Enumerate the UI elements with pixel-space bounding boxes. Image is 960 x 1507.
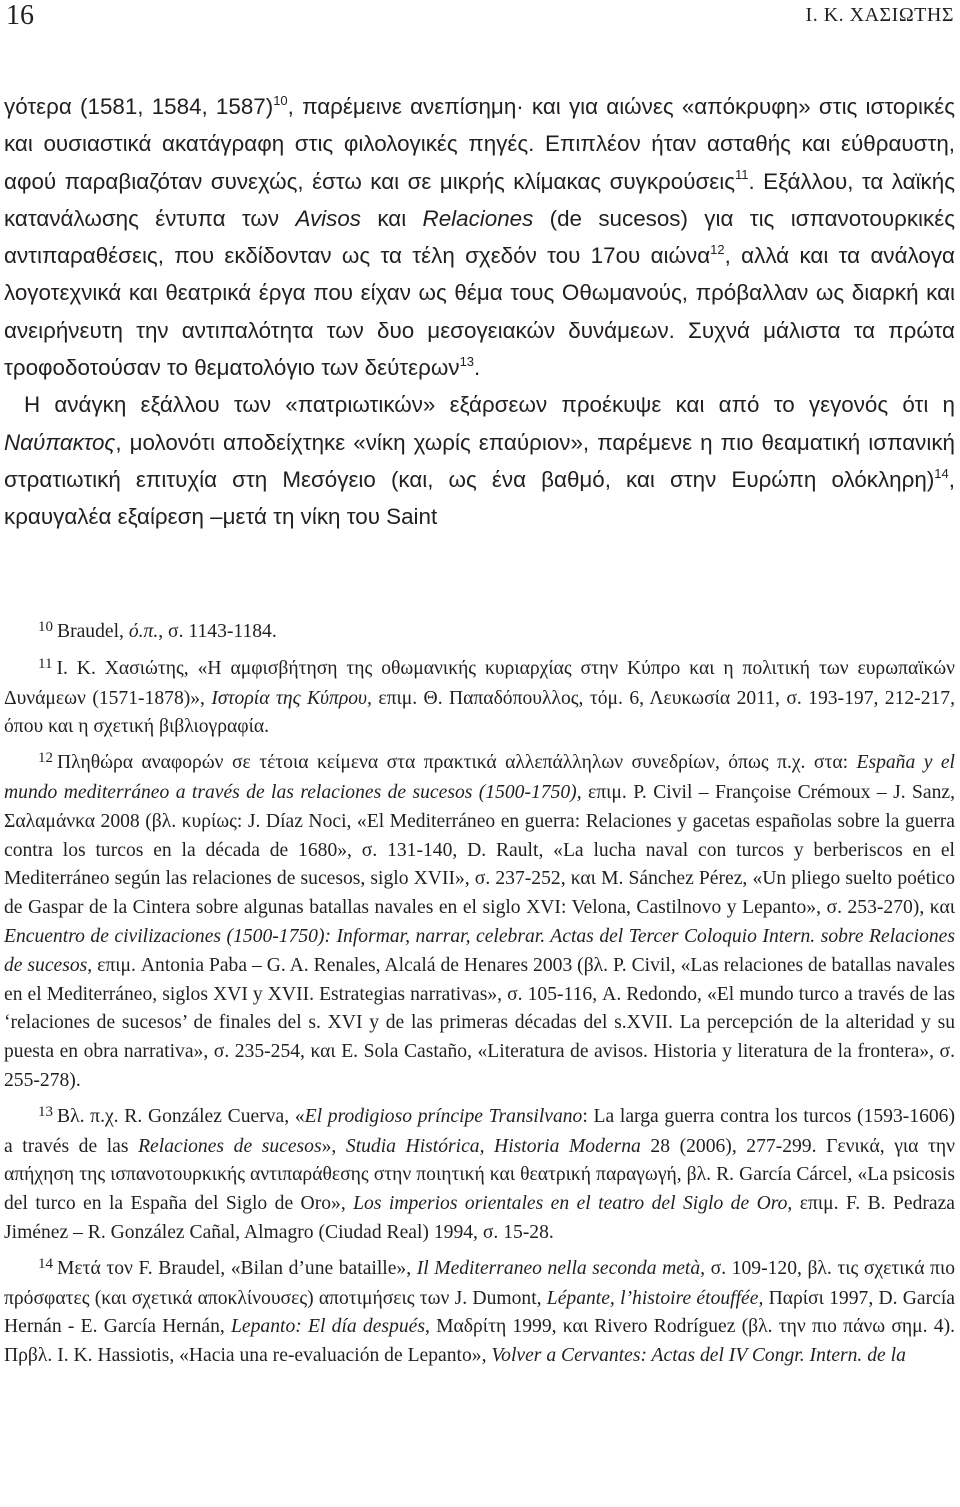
italic-term: Ναύπακτος	[4, 429, 116, 455]
text-run: .	[474, 355, 481, 381]
footnote-number: 12	[38, 750, 53, 767]
italic-term: Encuentro de civilizaciones (1500-1750): Informar, narrar, celebrar. Actas del Tercer Coloquio Intern. sobre Relaciones de sucesos,	[4, 925, 955, 976]
italic-term: Il Mediterraneo nella seconda metà,	[416, 1257, 706, 1279]
footnote-ref-14: 14	[934, 465, 949, 481]
text-run: , παρέμεινε ανεπίσημη· και για αιώνες «απόκρυφη» στις ιστορικές και ουσιαστικά ακατάγραφη στις φιλολογικές πηγές. Επιπλέον ήταν ασταθής και εύθραυστη, αφού παραβιαζόταν συνεχώς, έστω και σε μικρής κλίμακας συγκρούσεις	[4, 94, 955, 194]
text-run: 28 (2006), 277-299. Γενικά, για την απήχηση της ισπανοτουρκικής αντιπαράθεσης στην ποιητική και θεατρική παραγωγή, βλ. R. García Cárcel, «La psicosis del turco en la España del Siglo de Oro»,	[4, 1135, 955, 1215]
text-run: σ. 109-120, βλ. τις σχετικά πιο πρόσφατες (και σχετικά αποκλίνουσες) αποτιμήσεις των J. Dumont,	[4, 1257, 956, 1309]
text-run: : La larga guerra contra los turcos (1593-1606) a través de las	[4, 1105, 955, 1157]
text-run: Braudel,	[57, 621, 129, 642]
footnote-number: 14	[38, 1255, 53, 1272]
text-run: Ι. Κ. Χασιώτης, «Η αμφισβήτηση της οθωμανικής κυριαρχίας στην Κύπρο και η πολιτική των ευρωπαϊκών Δυνάμεων (1571-1878)»,	[4, 657, 955, 709]
footnote-14	[4, 1255, 955, 1371]
italic-term: Studia Histórica, Historia Moderna	[345, 1135, 641, 1157]
italic-term: Avisos	[295, 205, 361, 231]
footnote-ref-13: 13	[459, 353, 475, 369]
text-run: . Εξάλλου, τα λαϊκής κατανάλωσης έντυπα των	[4, 168, 955, 231]
text-run: Πληθώρα αναφορών σε τέτοια κείμενα στα πρακτικά αλλεπάλληλων συνεδρίων, όπως π.χ. στα:	[57, 752, 857, 774]
running-header-author: Ι. Κ. ΧΑΣΙΩΤΗΣ	[805, 4, 954, 26]
footnote-10	[4, 618, 955, 648]
footnote-number: 13	[38, 1103, 53, 1120]
page-number: 16	[6, 0, 34, 31]
footnote-ref-12: 12	[710, 241, 725, 257]
text-run: επιμ. F. B. Pedraza Jiménez – R. González Cañal, Almagro (Ciudad Real) 1994, σ. 15-28.	[4, 1193, 955, 1243]
main-text	[4, 88, 955, 536]
footnotes	[4, 618, 955, 1378]
text-run: γότερα (1581, 1584, 1587)	[4, 94, 274, 119]
footnote-number: 11	[38, 655, 53, 672]
text-run: επιμ. Θ. Παπαδόπουλλος, τόμ. 6, Λευκωσία 2011, σ. 193-197, 212-217, όπου και η σχετική βιβλιογραφία.	[4, 687, 955, 738]
text-run: , Μαδρίτη 1999, και Rivero Rodríguez (βλ. την πιο πάνω σημ. 4). Πρβλ. Ι. Κ. Hassiotis, «Hacia una re-evaluación de Lepanto»,	[4, 1316, 955, 1367]
text-run: , αλλά και τα ανάλογα λογοτεχνικά και θεατρικά έργα που είχαν ως θέμα τους Οθωμανούς, πρόβαλλαν ως διαρκή και ανειρήνευτη την αντιπαλότητα των δυο μεσογειακών δυνάμεων. Συχνά μάλιστα τα πρώτα τροφοδοτούσαν το θεματολόγιο των δεύτερων	[4, 243, 955, 381]
text-run: , σ. 1143-1184.	[158, 621, 277, 642]
italic-term: Volver a Cervantes: Actas del IV Congr. Intern. de la	[491, 1345, 906, 1367]
text-run: Μετά τον F. Braudel, «Bilan d’une bataille»,	[57, 1257, 417, 1279]
footnote-number: 10	[38, 619, 53, 635]
footnote-12	[4, 749, 955, 1096]
text-run: (de sucesos) για τις ισπανοτουρκικές αντιπαραθέσεις, που εκδίδονταν ως τα τέλη σχεδόν του 17ου αιώνα	[4, 205, 955, 269]
italic-term: Lepanto: El día después	[231, 1316, 425, 1338]
italic-term: Lépante, l’histoire étouffée,	[546, 1287, 764, 1309]
footnote-13	[4, 1103, 955, 1248]
footnote-ref-11: 11	[735, 167, 749, 183]
italic-term: Ιστορία της Κύπρου,	[211, 687, 372, 709]
italic-term: España y el mundo mediterráneo a través de las relaciones de sucesos (1500-1750),	[4, 752, 955, 803]
text-run: Παρίσι 1997, D. García Hernán - E. García Hernán,	[4, 1287, 955, 1338]
paragraph-1	[4, 88, 955, 386]
italic-term: Los imperios orientales en el teatro del Siglo de Oro,	[353, 1193, 793, 1215]
text-run: Βλ. π.χ. R. González Cuerva, «	[57, 1105, 305, 1127]
footnote-ref-10: 10	[273, 92, 288, 108]
text-run: και	[361, 205, 423, 231]
text-run: »,	[321, 1135, 346, 1157]
text-run: , μολονότι αποδείχτηκε «νίκη χωρίς επαύριον», παρέμενε η πιο θεαματική ισπανική στρατιωτική επιτυχία στη Μεσόγειο (και, ως ένα βαθμό, και στην Ευρώπη ολόκληρη)	[4, 429, 955, 492]
italic-term: Relaciones de sucesos	[138, 1135, 322, 1157]
text-run: , κραυγαλέα εξαίρεση –μετά τη νίκη του Saint	[4, 466, 955, 530]
text-run: Η ανάγκη εξάλλου των «πατριωτικών» εξάρσεων προέκυψε και από το γεγονός ότι η	[24, 392, 955, 418]
italic-term: Relaciones	[422, 205, 534, 231]
text-run: επιμ. Antonia Paba – G. A. Renales, Alcalá de Henares 2003 (βλ. P. Civil, «Las relaciones de batallas navales en el Mediterráneo, siglos XVI y XVII. Estrategias narrativas», σ. 105-116, A. Redondo, «El mundo turco a través de las ‘relaciones de sucesos’ de finales del s. XVI y de las primeras décadas del s.XVII. La percepción de la alteridad y su puesta en obra narrativa», σ. 235-254, και E. Sola Castaño, «Literatura de avisos. Historia y literatura de la frontera», σ. 255-278).	[4, 954, 955, 1091]
italic-term: ό.π.	[128, 621, 159, 642]
text-run: επιμ. P. Civil – Françoise Crémoux – J. Sanz, Σαλαμάνκα 2008 (βλ. κυρίως: J. Díaz Noci, «El Mediterráneo en guerra: Relaciones y gacetas españolas sobre la guerra contra los turcos en la década de 1680», σ. 131-140, D. Rault, «La lucha naval con turcos y berberiscos en el Mediterráneo según las relaciones de sucesos, siglo XVII», σ. 237-252, και M. Sánchez Pérez, «Un pliego suelto poético de Gaspar de la Cintera sobre algunas batallas navales en el siglo XVI: Velona, Castilnovo y Lepanto», σ. 253-270), και	[4, 781, 955, 919]
paragraph-2	[4, 386, 955, 535]
footnote-11	[4, 655, 955, 742]
italic-term: El prodigioso príncipe Transilvano	[304, 1105, 583, 1127]
